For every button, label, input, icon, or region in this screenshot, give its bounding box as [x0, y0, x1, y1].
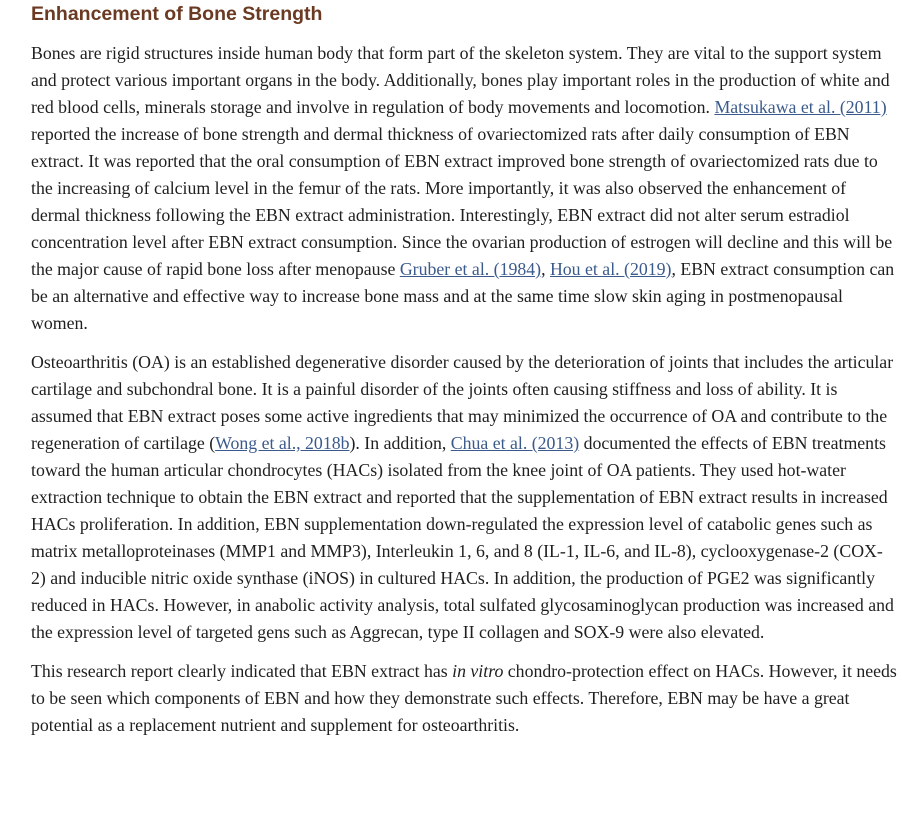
citation-link-wong-2018b[interactable]: Wong et al., 2018b — [215, 433, 350, 453]
italic-term-in-vitro: in vitro — [452, 661, 504, 681]
citation-link-matsukawa-2011[interactable]: Matsukawa et al. (2011) — [714, 97, 887, 117]
paragraph-text: Osteoarthritis (OA) is an established degenerative disorder caused by the deterioration of joints that includes the articular cartilage and subchondral bone. It is a painful disorder of the joints often causing stiffness and loss of ability. It is assumed that EBN extract poses some active ingredients that may minimized the occurrence of OA and contribute to the regeneration of cartilage ( — [31, 352, 894, 453]
paragraph-text: , — [541, 259, 550, 279]
paragraph-bone-strength — [31, 40, 897, 337]
citation-link-chua-2013[interactable]: Chua et al. (2013) — [450, 433, 580, 453]
paragraph-osteoarthritis — [31, 349, 897, 646]
paragraph-conclusion — [31, 658, 897, 739]
paragraph-text: reported the increase of bone strength and dermal thickness of ovariectomized rats after daily consumption of EBN extract. It was reported that the oral consumption of EBN extract improved bone strength of ovariectomized rats due to the increasing of calcium level in the femur of the rats. More importantly, it was also observed the enhancement of dermal thickness following the EBN extract administration. Interestingly, EBN extract did not alter serum estradiol concentration level after EBN extract consumption. Since the ovarian production of estrogen will decline and this will be the major cause of rapid bone loss after menopause — [31, 124, 893, 279]
citation-link-gruber-1984[interactable]: Gruber et al. (1984) — [399, 259, 542, 279]
paragraph-text: Bones are rigid structures inside human body that form part of the skeleton system. They are vital to the support system and protect various important organs in the body. Additionally, bones play important roles in the production of white and red blood cells, minerals storage and involve in regulation of body movements and locomotion. — [31, 43, 890, 117]
paragraph-text: chondro-protection effect on HACs. However, it needs to be seen which components of EBN and how they demonstrate such effects. Therefore, EBN may be have a great potential as a replacement nutrient and supplement for osteoarthritis. — [31, 661, 897, 735]
paragraph-text: This research report clearly indicated that EBN extract has — [31, 661, 453, 681]
section-heading: Enhancement of Bone Strength — [31, 3, 323, 25]
paragraph-text: ). In addition, — [349, 433, 451, 453]
paragraph-text: documented the effects of EBN treatments toward the human articular chondrocytes (HACs) isolated from the knee joint of OA patients. They used hot-water extraction technique to obtain the EBN extract and reported that the supplementation of EBN extract results in increased HACs proliferation. In addition, EBN supplementation down-regulated the expression level of catabolic genes such as matrix metalloproteinases (MMP1 and MMP3), Interleukin 1, 6, and 8 (IL-1, IL-6, and IL-8), cyclooxygenase-2 (COX-2) and inducible nitric oxide synthase (iNOS) in cultured HACs. In addition, the production of PGE2 was significantly reduced in HACs. However, in anabolic activity analysis, total sulfated glycosaminoglycan production was increased and the expression level of targeted gens such as Aggrecan, type II collagen and SOX-9 were also elevated. — [31, 433, 894, 642]
article-section — [31, 0, 897, 751]
paragraph-text: , EBN extract consumption can be an alternative and effective way to increase bone mass and at the same time slow skin aging in postmenopausal women. — [31, 259, 895, 333]
citation-link-hou-2019[interactable]: Hou et al. (2019) — [549, 259, 672, 279]
